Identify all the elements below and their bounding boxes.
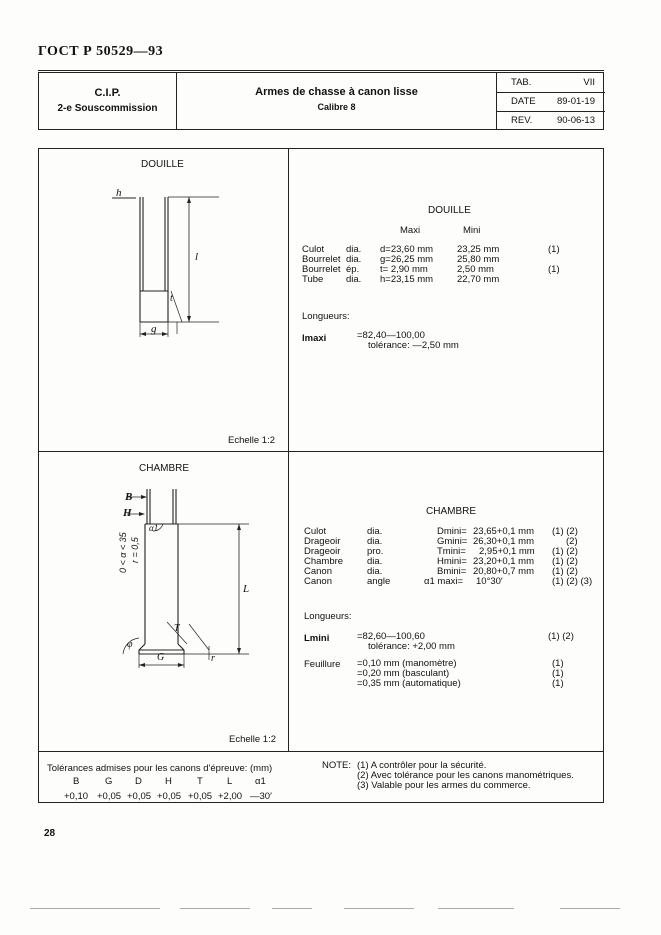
tol-val: +0,05 [97, 791, 122, 802]
label-alpha1: α1 [149, 523, 159, 533]
douille-drawing [109, 179, 219, 349]
row-notes: (1) (2) [552, 546, 578, 557]
row-name: Bourrelet [302, 264, 341, 275]
row-name: Culot [304, 526, 327, 537]
row-name: Tube [302, 274, 324, 285]
label-phi: φ [127, 639, 133, 650]
tol-col: L [227, 776, 233, 787]
row-value: 26,30+0,1 mm [473, 536, 534, 547]
label-h: h [116, 187, 122, 199]
tol-col: α1 [255, 776, 266, 787]
tol-val: —30′ [250, 791, 272, 802]
footer-rule [180, 908, 250, 909]
meta-value: 89-01-19 [556, 96, 595, 107]
angle-range-note: 0 < α < 35 [118, 532, 128, 573]
row-type: ép. [346, 264, 360, 275]
footer-rule [30, 908, 160, 909]
col-max-header: Maxi [400, 225, 421, 236]
row-type: dia. [346, 274, 362, 285]
tol-col: D [135, 776, 142, 787]
horizontal-divider [39, 751, 603, 752]
footer-rule [344, 908, 414, 909]
row-name: Canon [304, 576, 332, 587]
lmax-label: lmaxi [302, 333, 327, 344]
row-type: pro. [367, 546, 384, 557]
horizontal-divider [39, 451, 603, 452]
row-max: t= 2,90 mm [380, 264, 428, 275]
row-symbol: Dmini= [437, 526, 467, 537]
label-l: l [195, 251, 199, 263]
tol-col: G [105, 776, 113, 787]
row-min: 22,70 mm [457, 274, 500, 285]
top-rule [38, 70, 604, 71]
feuillure-note: (1) [552, 678, 564, 689]
row-symbol: α1 maxi= [424, 576, 464, 587]
row-type: dia. [367, 536, 383, 547]
row-notes: (1) (2) [552, 556, 578, 567]
row-name: Culot [302, 244, 325, 255]
footer-rule [272, 908, 312, 909]
header-org [39, 73, 177, 129]
lmin-notes: (1) (2) [548, 631, 574, 642]
calibre-label: Calibre 8 [317, 102, 356, 112]
row-symbol: Bmini= [437, 566, 467, 577]
org-title: C.I.P. [94, 87, 121, 99]
label-r: r [211, 653, 215, 664]
label-g: g [151, 323, 157, 335]
row-value: 23,20+0,1 mm [473, 556, 534, 567]
header-meta [497, 73, 605, 129]
feuillure-value: =0,35 mm (automatique) [357, 678, 461, 689]
footer-rule [438, 908, 514, 909]
row-value: 10°30′ [476, 576, 503, 587]
row-notes: (1) (2) (3) [552, 576, 593, 587]
meta-row-rev [497, 111, 605, 128]
page-number: 28 [44, 828, 56, 839]
header-block [38, 72, 604, 130]
lmax-value: =82,40—100,00 [357, 330, 425, 341]
meta-row-date [497, 92, 605, 112]
lmin-tolerance: tolérance: +2,00 mm [368, 641, 455, 652]
label-t: t [170, 293, 173, 304]
document-code: ГОСТ Р 50529—93 [38, 44, 164, 59]
feuillure-note: (1) [552, 668, 564, 679]
meta-key: REV. [511, 115, 533, 126]
notes-label: NOTE: [322, 760, 352, 771]
row-value: 23,65+0,1 mm [473, 526, 534, 537]
feuillure-value: =0,10 mm (manomètre) [357, 658, 457, 669]
tol-val: +0,05 [188, 791, 213, 802]
label-L: L [243, 583, 250, 595]
note-item: (3) Valable pour les armes du commerce. [357, 780, 531, 791]
tol-val: +2,00 [218, 791, 243, 802]
douille-table-title: DOUILLE [428, 205, 471, 216]
lmax-tolerance: tolérance: —2,50 mm [368, 340, 459, 351]
header-title [177, 73, 497, 129]
row-notes: (1) (2) [552, 566, 578, 577]
row-min: 23,25 mm [457, 244, 500, 255]
row-min: 2,50 mm [457, 264, 494, 275]
footer-rule [560, 908, 620, 909]
feuillure-note: (1) [552, 658, 564, 669]
main-sheet [38, 148, 604, 803]
row-type: dia. [346, 254, 362, 265]
row-name: Canon [304, 566, 332, 577]
row-value: 20,80+0,7 mm [473, 566, 534, 577]
radius-note: r = 0,5 [130, 537, 140, 563]
row-type: angle [367, 576, 391, 587]
label-H: H [123, 507, 132, 519]
tol-col: H [165, 776, 172, 787]
chambre-drawing-title: CHAMBRE [139, 463, 190, 474]
main-title: Armes de chasse à canon lisse [255, 86, 418, 98]
meta-row-tab [497, 73, 605, 93]
feuillure-label: Feuillure [304, 659, 341, 670]
label-G: G [157, 652, 165, 663]
row-type: dia. [367, 566, 383, 577]
douille-lengths-label: Longueurs: [302, 311, 350, 322]
row-max: d=23,60 mm [380, 244, 434, 255]
row-min: 25,80 mm [457, 254, 500, 265]
note-item: (2) Avec tolérance pour les canons manométriques. [357, 770, 574, 781]
meta-value: 90-06-13 [556, 115, 595, 126]
note-item: (1) A contrôler pour la sécurité. [357, 760, 487, 771]
row-name: Bourrelet [302, 254, 341, 265]
row-value: 2,95+0,1 mm [479, 546, 535, 557]
tol-col: T [197, 776, 203, 787]
row-type: dia. [367, 556, 383, 567]
lmin-label: Lmini [304, 633, 330, 644]
row-name: Drageoir [304, 536, 341, 547]
label-B: B [125, 491, 133, 503]
row-max: h=23,15 mm [380, 274, 434, 285]
meta-value: VII [583, 77, 595, 88]
tolerances-title: Tolérances admises pour les canons d'épreuve: (mm) [47, 763, 273, 774]
row-notes: (1) (2) [552, 526, 578, 537]
lmin-value: =82,60—100,60 [357, 631, 425, 642]
chambre-lengths-label: Longueurs: [304, 611, 352, 622]
col-min-header: Mini [463, 225, 481, 236]
row-name: Drageoir [304, 546, 341, 557]
row-symbol: Hmini= [437, 556, 467, 567]
tol-val: +0,05 [157, 791, 182, 802]
tol-val: +0,10 [64, 791, 89, 802]
row-type: dia. [367, 526, 383, 537]
row-name: Chambre [304, 556, 344, 567]
chambre-scale: Echelle 1:2 [229, 734, 277, 745]
douille-scale: Echelle 1:2 [228, 435, 276, 446]
row-notes: (2) [566, 536, 578, 547]
row-note: (1) [548, 244, 560, 255]
row-symbol: Gmini= [437, 536, 468, 547]
meta-key: TAB. [511, 77, 532, 88]
feuillure-value: =0,20 mm (basculant) [357, 668, 450, 679]
meta-key: DATE [511, 96, 536, 107]
tol-val: +0,05 [127, 791, 152, 802]
tol-col: B [73, 776, 80, 787]
label-T: T [174, 623, 180, 634]
row-max: g=26,25 mm [380, 254, 434, 265]
douille-drawing-title: DOUILLE [141, 159, 184, 170]
vertical-divider [288, 149, 289, 751]
row-note: (1) [548, 264, 560, 275]
row-type: dia. [346, 244, 362, 255]
row-symbol: Tmini= [437, 546, 466, 557]
org-subtitle: 2-e Souscommission [57, 103, 158, 114]
chambre-table-title: CHAMBRE [426, 506, 477, 517]
